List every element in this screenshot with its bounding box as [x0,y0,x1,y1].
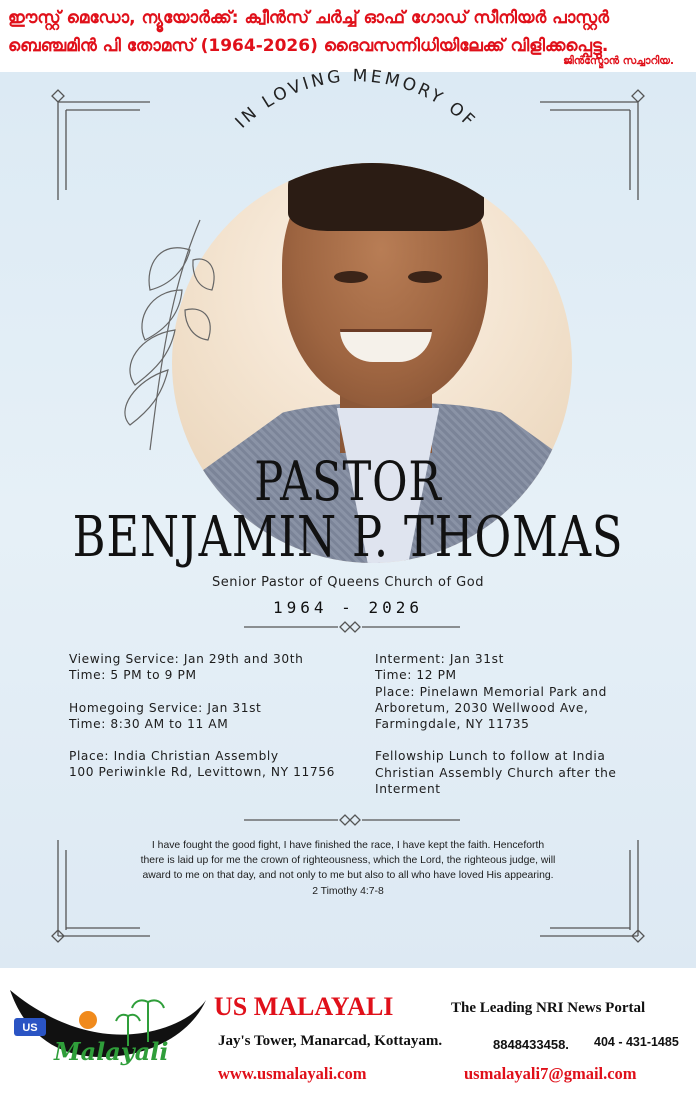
logo-badge: US [22,1022,38,1034]
leaf-branch-icon [90,210,220,460]
verse-line: there is laid up for me the crown of righteousness, which the Lord, the righteous judge, will [140,855,556,867]
title-pastor: PASTOR [254,450,442,513]
homegoing-service [69,700,335,733]
divider-top-icon [244,622,460,632]
homegoing-time: Time: 8:30 AM to 11 AM [69,716,229,731]
portrait-eye-left [334,271,368,283]
author-byline: ജിൻസ്മോൻ സച്ചാറിയ. [563,55,674,67]
portrait-eye-right [408,271,442,283]
place-name: Place: India Christian Assembly [69,749,279,764]
homegoing-date: Homegoing Service: Jan 31st [69,700,262,715]
interment-place-line: Place: Pinelawn Memorial Park and [375,684,607,699]
us-malayali-logo [8,982,208,1082]
interment-time: Time: 12 PM [375,668,457,683]
bible-verse [90,838,606,899]
phone-number-2: 404 - 431-1485 [594,1035,679,1049]
viewing-service [69,651,335,684]
lunch-line: Interment [375,782,441,797]
fellowship-lunch [375,748,617,797]
service-place [69,748,335,781]
life-years: 1964 - 2026 [273,598,423,617]
svg-text:IN LOVING MEMORY OF [232,66,481,132]
email-link[interactable]: usmalayali7@gmail.com [464,1064,637,1083]
service-details-right [375,651,617,813]
subtitle: Senior Pastor of Queens Church of God [212,575,484,590]
brand-address: Jay's Tower, Manarcad, Kottayam. [218,1033,443,1049]
in-loving-memory-text: IN LOVING MEMORY OF [231,66,481,133]
verse-reference: 2 Timothy 4:7-8 [312,885,384,897]
brand-tagline: The Leading NRI News Portal [451,1000,646,1016]
service-details-left [69,651,335,797]
place-address: 100 Periwinkle Rd, Levittown, NY 11756 [69,765,335,780]
viewing-date: Viewing Service: Jan 29th and 30th [69,652,304,666]
phone-number-1: 8848433458. [493,1037,569,1052]
interment-place-line: Farmingdale, NY 11735 [375,717,530,732]
viewing-time: Time: 5 PM to 9 PM [69,668,197,683]
brand-name: US MALAYALI [214,992,394,1021]
website-link[interactable]: www.usmalayali.com [218,1064,367,1083]
logo-wordmark: Malayali [54,1037,169,1066]
title-name: BENJAMIN P. THOMAS [72,505,624,570]
divider-bottom-icon [244,815,460,825]
interment-details [375,651,617,732]
interment-date: Interment: Jan 31st [375,652,504,666]
verse-line: award to me on that day, and not only to me but also to all who have loved His appearing. [142,870,554,882]
arc-title [0,0,696,200]
headline-line-2: ബെഞ്ചമിൻ പി തോമസ് (1964-2026) ദൈവസന്നിധിയിലേക്ക് വിളിക്കപ്പെട്ടു. [8,36,609,56]
lunch-line: Fellowship Lunch to follow at India [375,749,606,764]
headline-line-1: ഈസ്റ്റ് മെഡോ, ന്യൂയോർക്ക്: ക്വീൻസ് ചർച്ച് ഓഫ് ഗോഡ് സീനിയർ പാസ്റ്റർ [8,8,609,28]
interment-place-line: Arboretum, 2030 Wellwood Ave, [375,700,589,715]
lunch-line: Christian Assembly Church after the [375,765,617,780]
verse-line: I have fought the good fight, I have finished the race, I have kept the faith. Henceforth [151,840,545,851]
